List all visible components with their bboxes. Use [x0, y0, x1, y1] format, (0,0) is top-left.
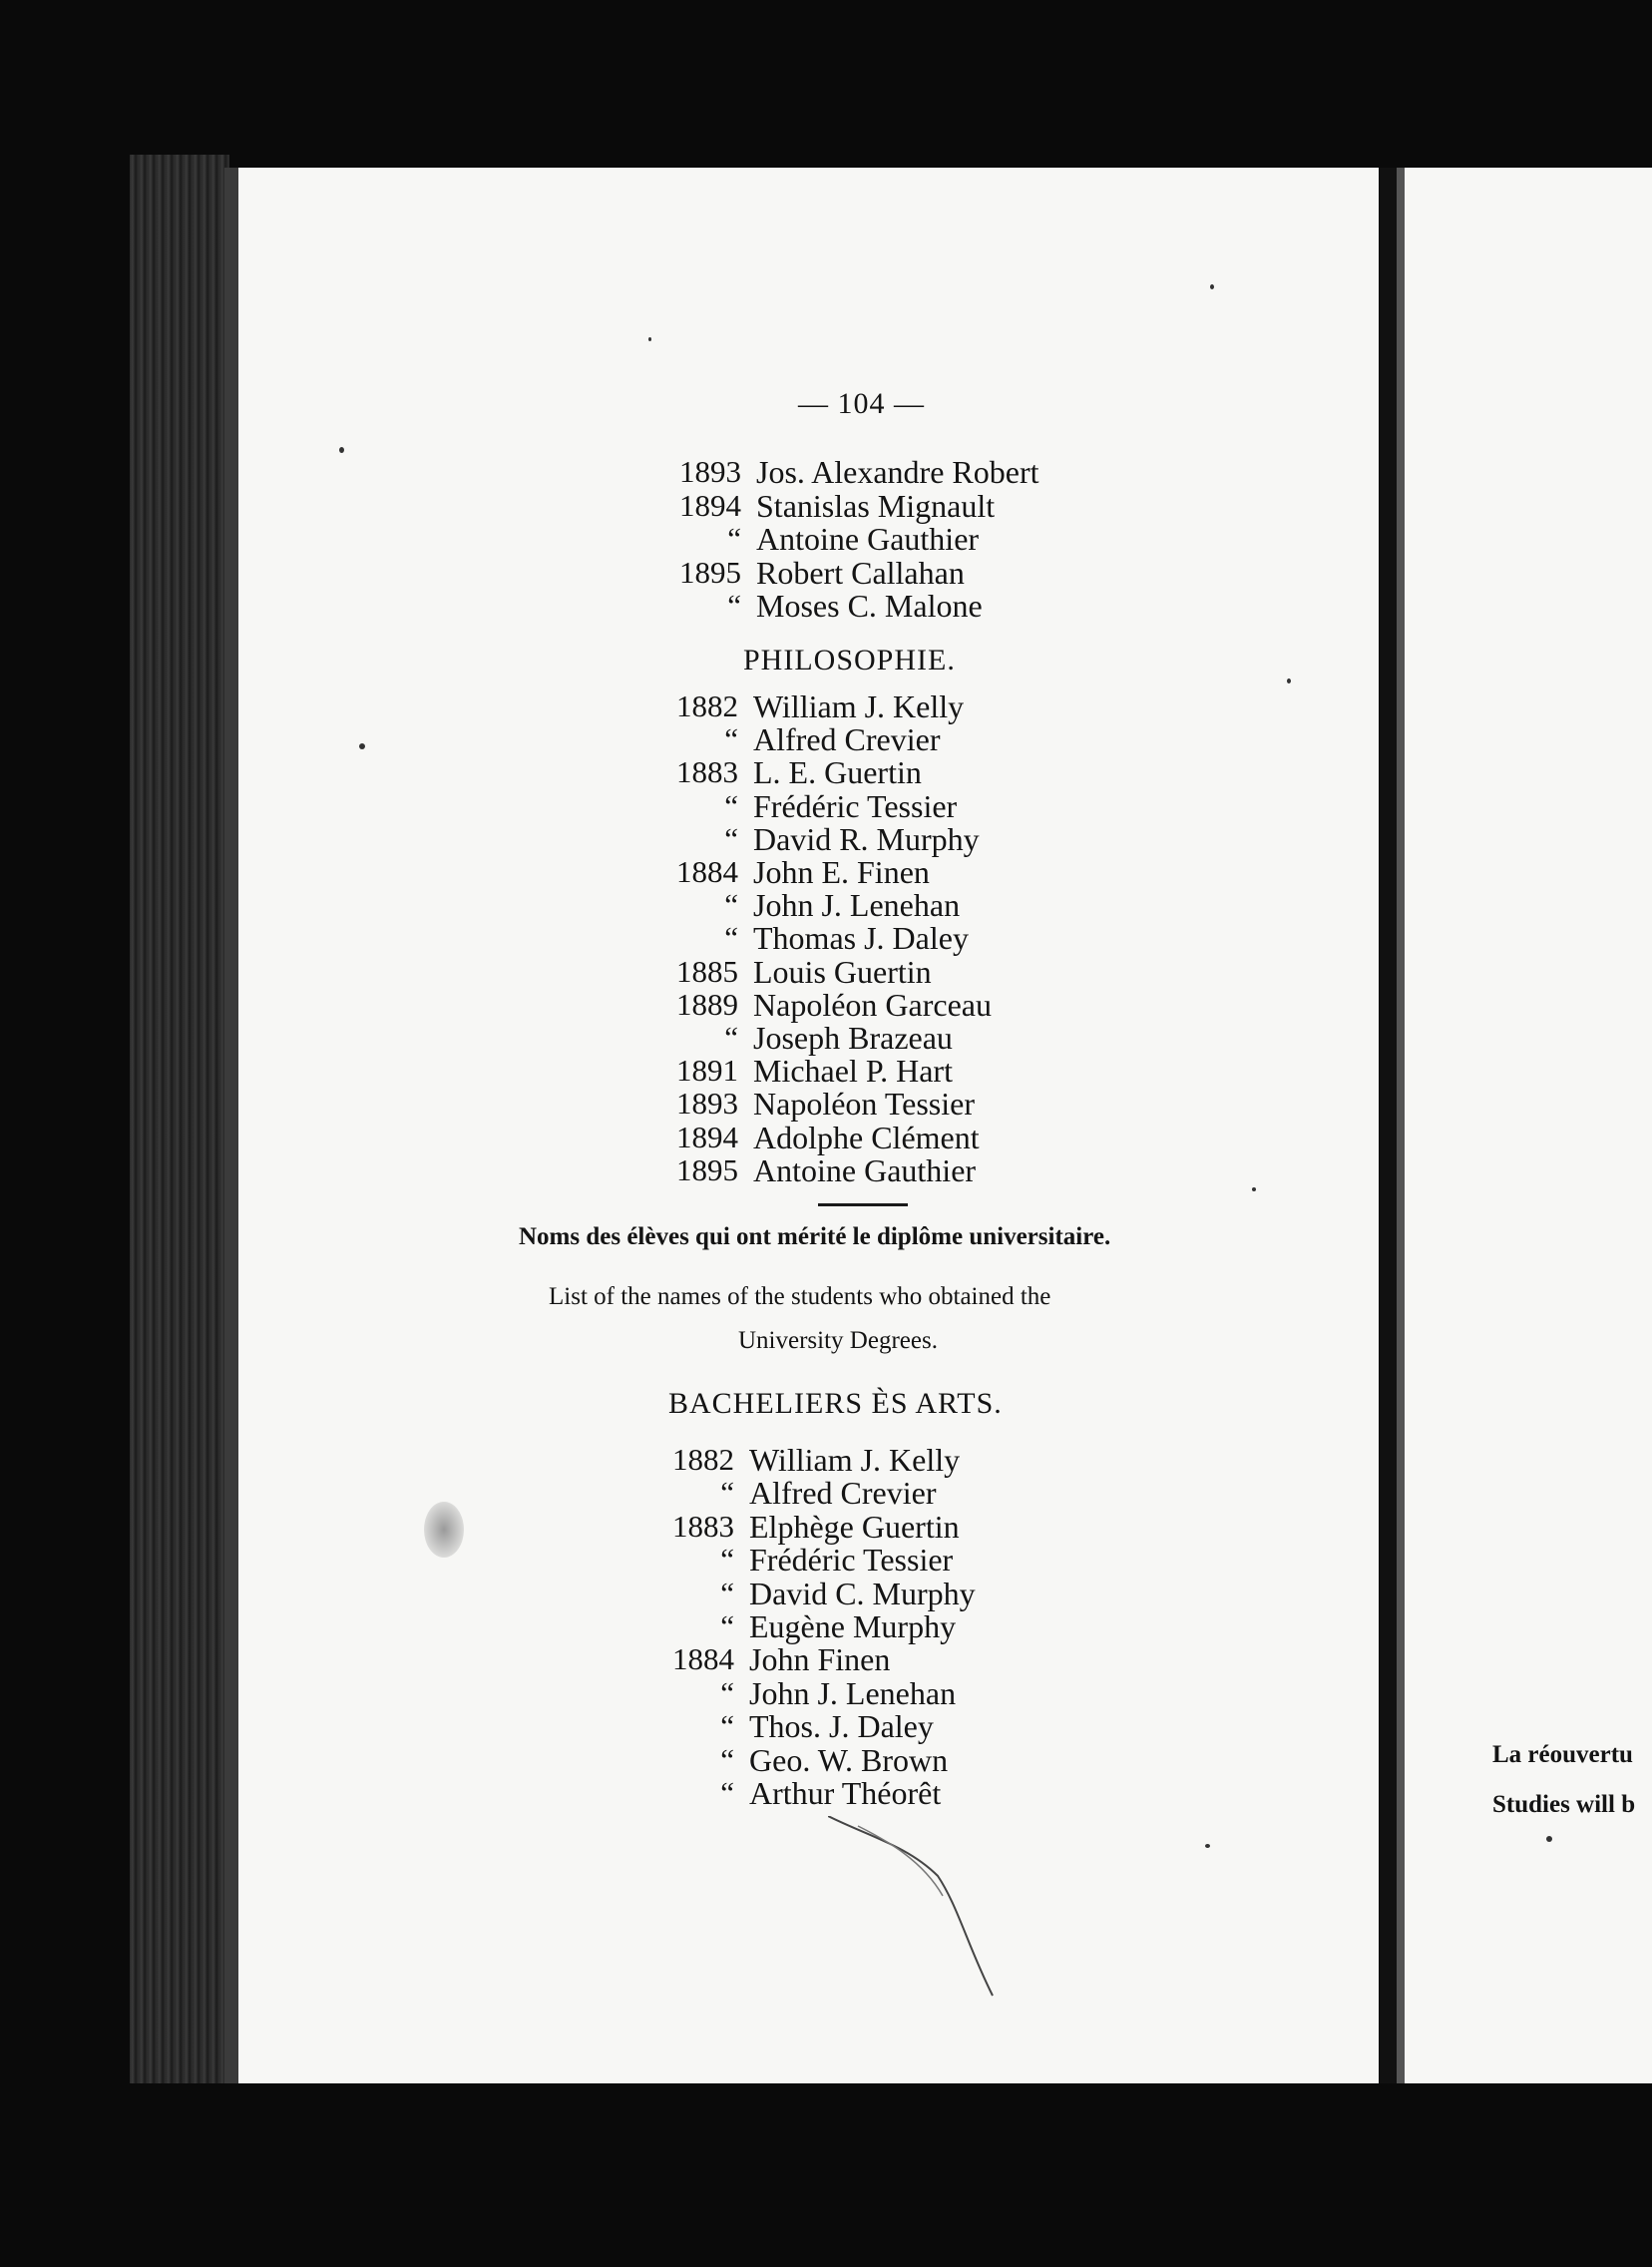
- entry-name: William J. Kelly: [753, 688, 965, 724]
- entry-name: David C. Murphy: [749, 1575, 976, 1611]
- entry-name: Jos. Alexandre Robert: [756, 454, 1039, 490]
- philosophie-heading: PHILOSOPHIE.: [743, 644, 956, 677]
- speck: [359, 743, 365, 749]
- ink-scratch: [828, 1816, 1028, 2016]
- ink-smudge: [424, 1502, 464, 1558]
- entry-name: Arthur Théorêt: [749, 1775, 942, 1811]
- entry-name: William J. Kelly: [749, 1442, 961, 1478]
- entry-name: Alfred Crevier: [753, 721, 941, 758]
- entry-year: 1882: [676, 688, 738, 723]
- entry-name: Eugène Murphy: [749, 1608, 957, 1644]
- right-page-shadow: [1397, 168, 1405, 2083]
- english-note-line1: List of the names of the students who obtained the: [549, 1283, 1051, 1310]
- entry-name: Moses C. Malone: [756, 588, 983, 624]
- entry-year: “: [720, 1708, 734, 1744]
- entry-name: John J. Lenehan: [749, 1674, 957, 1711]
- french-note: Noms des élèves qui ont mérité le diplôme universitaire.: [519, 1223, 1111, 1250]
- entry-year: 1884: [676, 854, 738, 889]
- entry-year: “: [720, 1741, 734, 1777]
- entry-year: “: [727, 588, 741, 623]
- right-page-line1: La réouvertu: [1492, 1741, 1633, 1768]
- entry-name: Thos. J. Daley: [749, 1708, 934, 1745]
- book-gutter: [1379, 168, 1397, 2083]
- entry-year: 1884: [672, 1641, 734, 1677]
- speck: [1252, 1187, 1256, 1191]
- entry-year: “: [720, 1575, 734, 1610]
- entry-year: “: [727, 521, 741, 556]
- entry-name: Antoine Gauthier: [756, 521, 980, 557]
- entry-name: Thomas J. Daley: [753, 920, 969, 957]
- speck: [339, 447, 344, 453]
- entry-year: 1885: [676, 953, 738, 989]
- speck: [1210, 284, 1214, 289]
- entry-name: Louis Guertin: [753, 953, 932, 990]
- entry-name: Elphège Guertin: [749, 1508, 960, 1545]
- entry-year: 1894: [676, 1119, 738, 1154]
- entry-year: 1889: [676, 986, 738, 1022]
- entry-name: Adolphe Clément: [753, 1119, 980, 1155]
- entry-name: Frédéric Tessier: [753, 787, 958, 824]
- entry-name: Michael P. Hart: [753, 1053, 953, 1090]
- entry-name: L. E. Guertin: [753, 754, 922, 791]
- entry-year: 1883: [672, 1508, 734, 1544]
- entry-year: 1895: [676, 1151, 738, 1187]
- entry-name: Frédéric Tessier: [749, 1542, 954, 1579]
- entry-name: Geo. W. Brown: [749, 1741, 949, 1778]
- entry-year: 1894: [679, 487, 741, 523]
- left-page-shadow: [224, 168, 238, 2083]
- entry-year: “: [724, 787, 738, 823]
- entry-name: John Finen: [749, 1641, 891, 1678]
- entry-year: 1893: [676, 1086, 738, 1122]
- entry-year: 1883: [676, 754, 738, 790]
- entry-year: “: [720, 1542, 734, 1578]
- speck: [1287, 679, 1291, 683]
- entry-year: “: [720, 1674, 734, 1710]
- entry-year: “: [720, 1608, 734, 1643]
- section-divider: [818, 1203, 908, 1206]
- entry-year: “: [720, 1775, 734, 1810]
- entry-name: Stanislas Mignault: [756, 487, 996, 524]
- entry-name: Robert Callahan: [756, 554, 965, 591]
- english-note-line2: University Degrees.: [738, 1327, 938, 1354]
- bacheliers-heading: BACHELIERS ÈS ARTS.: [668, 1387, 1003, 1420]
- scan-bottom-border: [130, 2083, 1652, 2267]
- book-page-edges: [130, 155, 229, 2100]
- entry-year: 1891: [676, 1053, 738, 1089]
- entry-year: “: [724, 1020, 738, 1055]
- entry-name: Joseph Brazeau: [753, 1020, 953, 1056]
- speck: [648, 337, 651, 341]
- entry-year: “: [720, 1475, 734, 1511]
- entry-name: John J. Lenehan: [753, 887, 961, 924]
- entry-year: 1895: [679, 554, 741, 590]
- entry-name: Napoléon Garceau: [753, 986, 992, 1023]
- right-page-line2: Studies will b: [1492, 1791, 1636, 1818]
- entry-year: 1893: [679, 454, 741, 489]
- entry-year: “: [724, 721, 738, 757]
- entry-year: “: [724, 920, 738, 956]
- entry-name: Alfred Crevier: [749, 1475, 937, 1512]
- entry-name: David R. Murphy: [753, 820, 980, 857]
- entry-year: 1882: [672, 1442, 734, 1477]
- speck: [1546, 1836, 1552, 1842]
- entry-year: “: [724, 887, 738, 923]
- speck: [1205, 1844, 1210, 1848]
- entry-name: Antoine Gauthier: [753, 1151, 977, 1188]
- page-number: — 104 —: [798, 387, 925, 420]
- entry-name: Napoléon Tessier: [753, 1086, 975, 1123]
- entry-year: “: [724, 820, 738, 856]
- entry-name: John E. Finen: [753, 854, 930, 890]
